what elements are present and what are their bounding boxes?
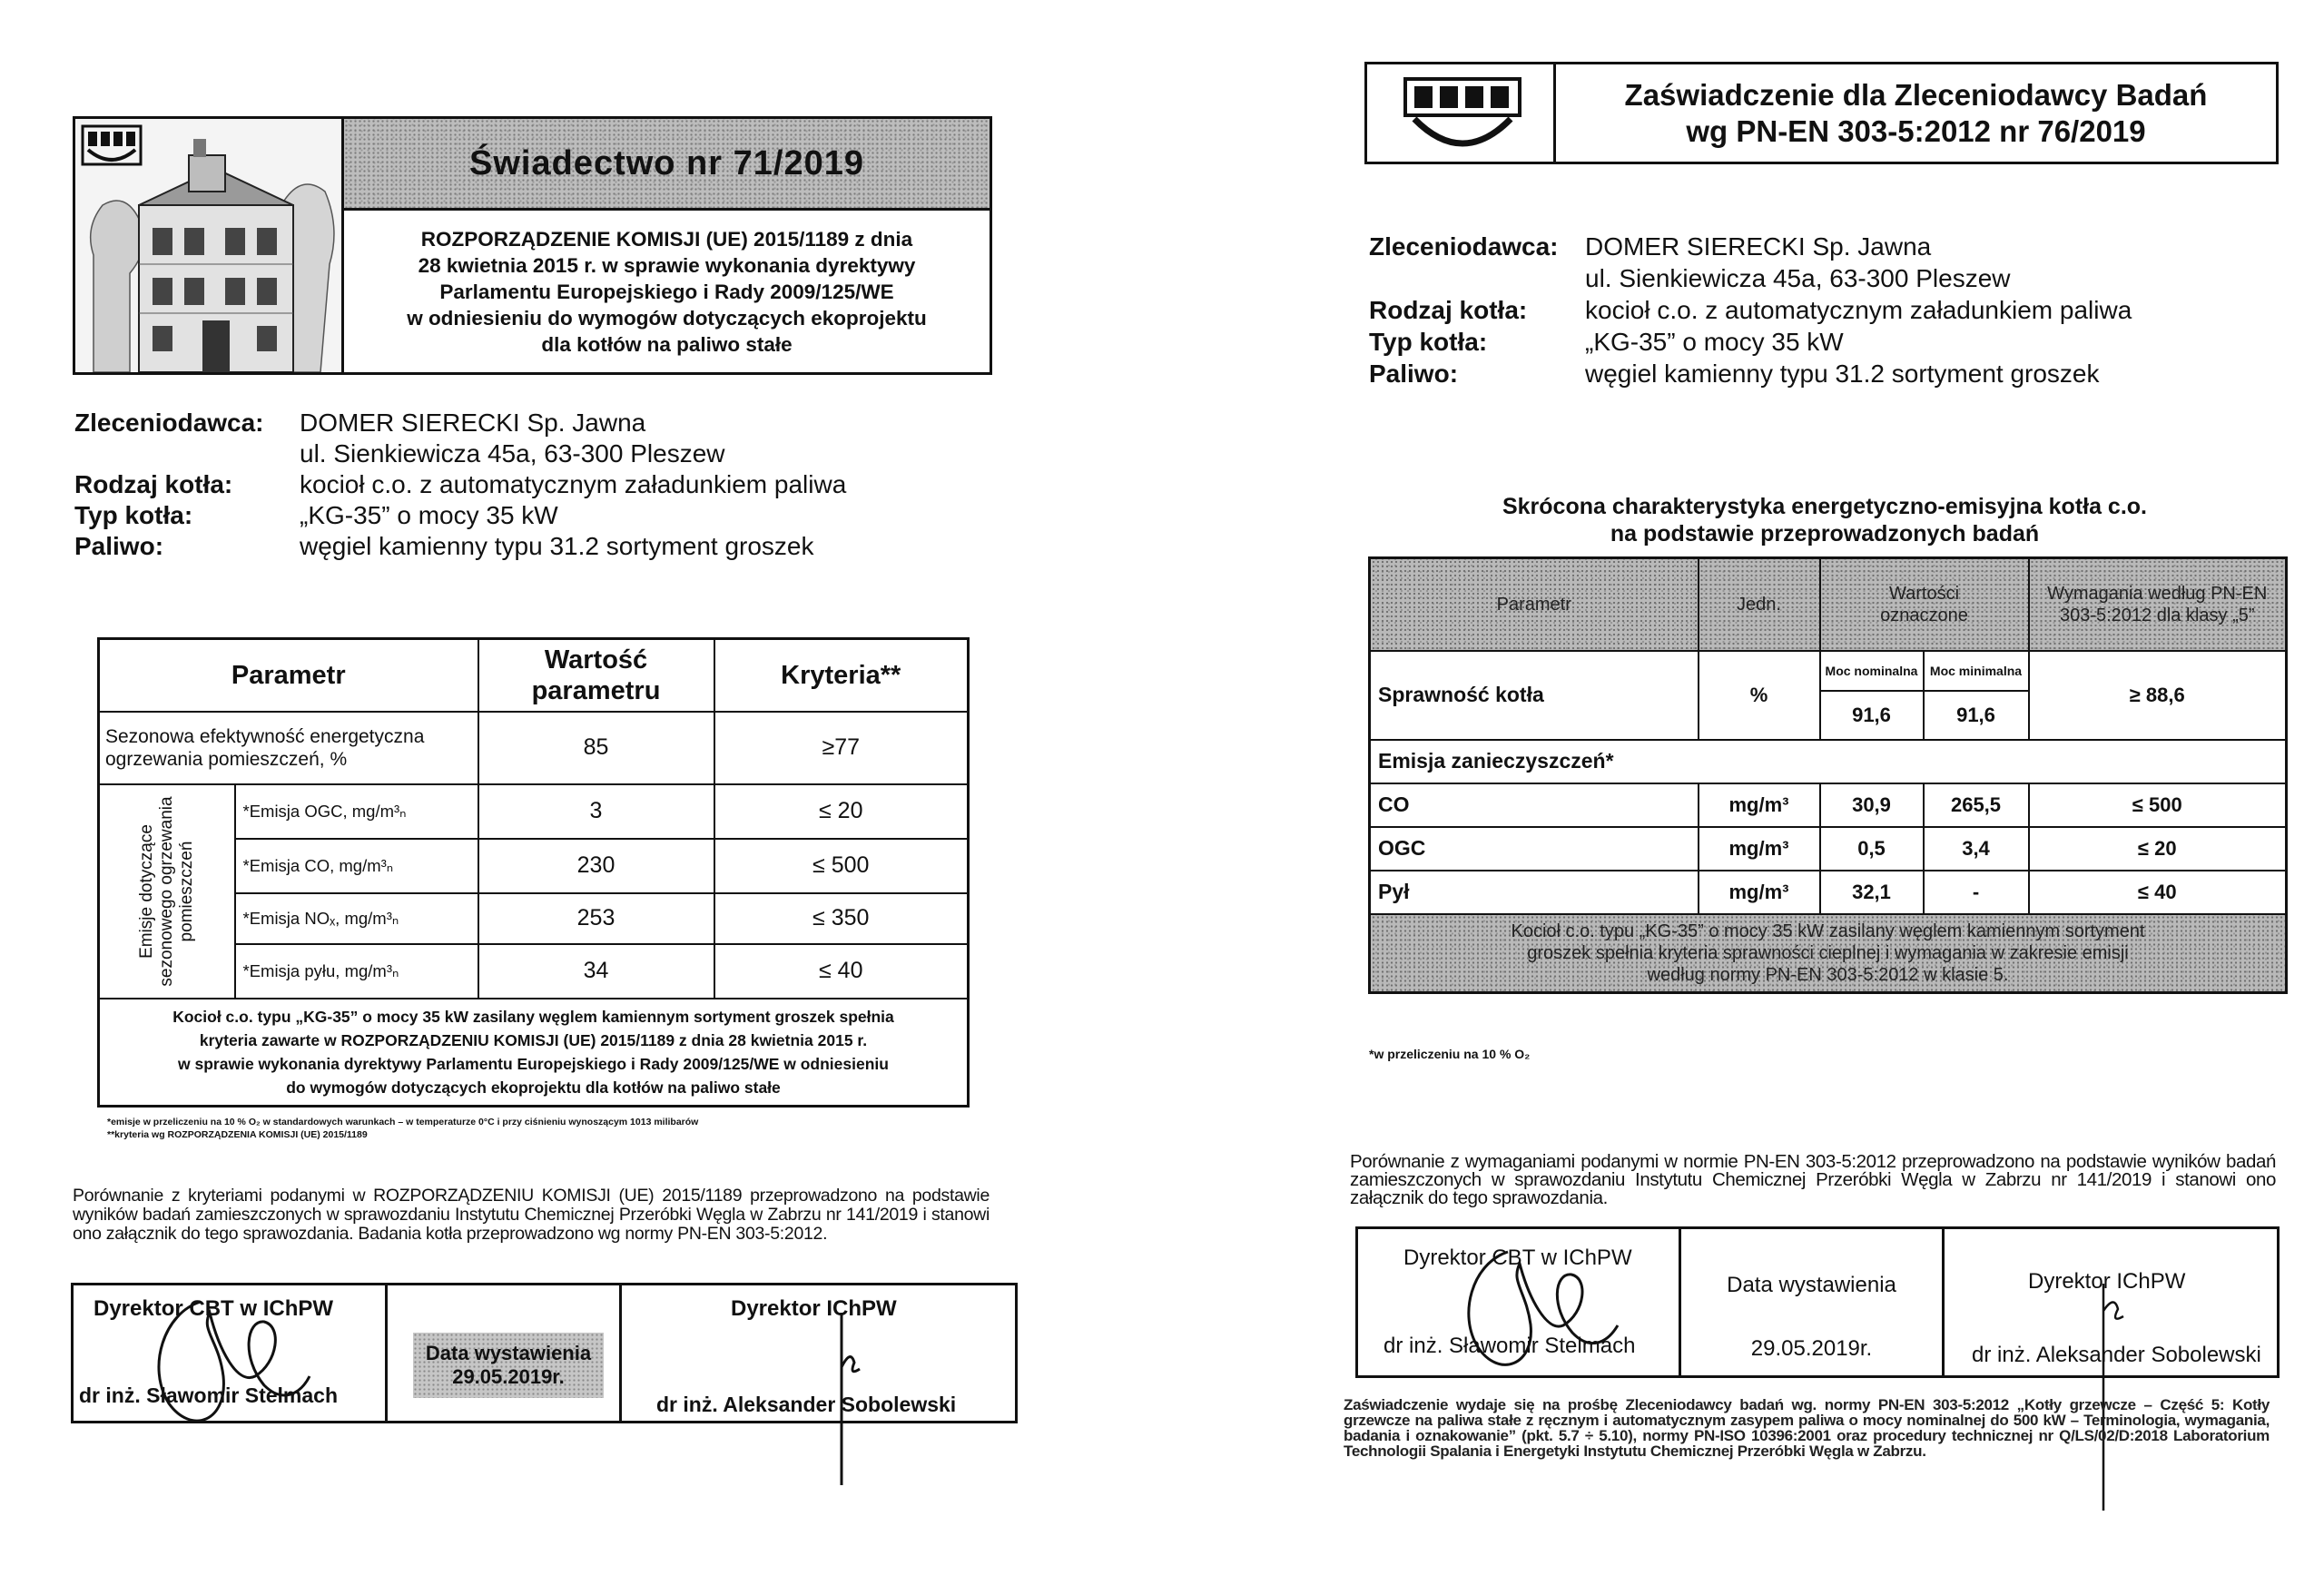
- header-requirements: [2029, 558, 2287, 651]
- header-requirements-label: Wymagania według PN-EN 303-5:2012 dla klasy „5”: [2047, 583, 2268, 625]
- right-characteristics-table: [1368, 556, 2288, 994]
- subheader-minimal: Moc minimalna: [1924, 651, 2029, 691]
- signature-cbt-director: [1358, 1229, 1681, 1375]
- subtitle-line: na podstawie przeprowadzonych badań: [1610, 521, 2040, 546]
- right-title-box: [1556, 64, 2276, 162]
- logo-cell: [1367, 64, 1556, 162]
- emission-value: 230: [478, 839, 714, 893]
- right-signature-block: [1355, 1226, 2280, 1378]
- regulation-line: ROZPORZĄDZENIE KOMISJI (UE) 2015/1189 z dnia: [420, 227, 913, 251]
- left-conclusion: [99, 999, 969, 1107]
- regulation-line: 28 kwietnia 2015 r. w sprawie wykonania dyrektywy: [418, 253, 916, 277]
- issue-date: 29.05.2019r.: [452, 1365, 565, 1388]
- header-unit: Jedn.: [1699, 558, 1820, 651]
- issue-date-cell: [1681, 1229, 1945, 1375]
- efficiency-requirement: ≥ 88,6: [2029, 651, 2287, 740]
- emission-row-label: Pył: [1370, 871, 1699, 914]
- client-address: ul. Sienkiewicza 45a, 63-300 Pleszew: [1585, 264, 2011, 292]
- certificate-title-bar: [344, 119, 990, 211]
- efficiency-label: Sprawność kotła: [1370, 651, 1699, 740]
- fuel-label: Paliwo:: [74, 532, 164, 560]
- boiler-kind: kocioł c.o. z automatycznym załadunkiem paliwa: [1585, 296, 2132, 324]
- left-client-info: [74, 409, 982, 561]
- regulation-box: [344, 211, 990, 372]
- signature-ichpw-director: [1945, 1229, 2277, 1375]
- header-values: [1820, 558, 2029, 651]
- issue-date-box: [413, 1333, 604, 1398]
- handwritten-signature-icon: [1440, 1238, 1621, 1393]
- emissions-group: [99, 784, 235, 999]
- left-signature-block: [71, 1283, 1018, 1423]
- signature-name: dr inż. Aleksander Sobolewski: [1972, 1343, 2261, 1367]
- building-photo: [75, 119, 344, 372]
- emission-row-nominal: 30,9: [1820, 783, 1924, 827]
- building-illustration-icon: [75, 119, 341, 372]
- efficiency-nominal: 91,6: [1820, 691, 1924, 740]
- ichpw-logo-icon: [1403, 77, 1521, 150]
- subheader-nominal: Moc nominalna: [1820, 651, 1924, 691]
- client-name: DOMER SIERECKI Sp. Jawna: [1585, 232, 1932, 261]
- regulation-line: Parlamentu Europejskiego i Rady 2009/125/WE: [439, 280, 894, 303]
- efficiency-criteria: ≥77: [714, 712, 969, 784]
- signature-ichpw-director: [622, 1285, 1015, 1421]
- emission-criteria: ≤ 500: [714, 839, 969, 893]
- right-conclusion: [1370, 914, 2287, 993]
- emission-criteria: ≤ 20: [714, 784, 969, 839]
- conclusion-line: do wymogów dotyczących ekoprojektu dla kotłów na paliwo stałe: [286, 1078, 781, 1097]
- emission-row-nominal: 32,1: [1820, 871, 1924, 914]
- emission-row-unit: mg/m³: [1699, 783, 1820, 827]
- left-comparison-paragraph: Porównanie z kryteriami podanymi w ROZPORZĄDZENIU KOMISJI (UE) 2015/1189 przeprowadzono na podstawie wyników badań zamieszczonych w sprawozdaniu Instytutu Chemicznej Przeróbki Węgla w Zabrzu nr 141/2019 i stanowi ono załącznik do tego sprawozdania. Badania kotła przeprowadzono wg normy PN-EN 303-5:2012.: [73, 1186, 990, 1244]
- right-certificate-header: [1364, 62, 2279, 164]
- emission-row-minimal: -: [1924, 871, 2029, 914]
- handwritten-signature-icon: [128, 1285, 319, 1449]
- conclusion-line: według normy PN-EN 303-5:2012 w klasie 5.: [1647, 964, 2009, 985]
- signature-name: dr inż. Sławomir Stelmach: [1384, 1334, 1636, 1358]
- boiler-type-label: Typ kotła:: [1369, 328, 1488, 356]
- emission-row-minimal: 3,4: [1924, 827, 2029, 871]
- signature-cbt-director: [74, 1285, 388, 1421]
- signature-title: Dyrektor IChPW: [2028, 1269, 2186, 1294]
- issue-date-label: Data wystawienia: [425, 1342, 592, 1364]
- emission-label: *Emisja OGC, mg/m³ₙ: [235, 784, 478, 839]
- fuel: węgiel kamienny typu 31.2 sortyment groszek: [1585, 359, 2100, 388]
- emission-value: 34: [478, 944, 714, 999]
- emissions-section-label: Emisja zanieczyszczeń*: [1370, 740, 2287, 783]
- right-comparison-paragraph: Porównanie z wymaganiami podanymi w normie PN-EN 303-5:2012 przeprowadzono na podstawie wyników badań zamieszczonych w sprawozdaniu Instytutu Chemicznej Przeróbki Węgla w Zabrzu nr 141/2019 i stanowi ono załącznik do tego sprawozdania.: [1350, 1151, 2276, 1208]
- emission-label: *Emisja CO, mg/m³ₙ: [235, 839, 478, 893]
- conclusion-line: groszek spełnia kryteria sprawności cieplnej i wymagania w zakresie emisji: [1527, 942, 2129, 963]
- footnote: *emisje w przeliczeniu na 10 % O₂ w standardowych warunkach – w temperaturze 0°C i przy ciśnieniu wynoszącym 1013 milibarów: [107, 1117, 699, 1127]
- efficiency-label: Sezonowa efektywność energetyczna ogrzewania pomieszczeń, %: [99, 712, 478, 784]
- conclusion-line: Kocioł c.o. typu „KG-35” o mocy 35 kW zasilany węglem kamiennym sortyment groszek spełnia: [172, 1007, 894, 1026]
- right-issuance-note: Zaświadczenie wydaje się na prośbę Zleceniodawcy badań wg. normy PN-EN 303-5:2012 „Kotły grzewcze – Część 5: Kotły grzewcze na paliwa stałe z ręcznym i automatycznym zasypem paliwa o mocy nominalnej do 500 kW – Terminologia, wymagania, badania i oznakowanie” (pkt. 5.7 ÷ 5.10), normy PN-ISO 10396:2001 oraz procedury technicznej nr Q/LS/02/D:2018 Laboratorium Technologii Spalania i Energetyki Instytutu Chemicznej Przeróbki Węgla w Zabrzu.: [1344, 1396, 2270, 1460]
- left-footnotes: [107, 1116, 942, 1141]
- right-title-number: wg PN-EN 303-5:2012 nr 76/2019: [1686, 113, 2146, 148]
- fuel: węgiel kamienny typu 31.2 sortyment groszek: [300, 532, 814, 560]
- emission-row-requirement: ≤ 500: [2029, 783, 2287, 827]
- emissions-vertical-label: Emisje dotyczące sezonowego ogrzewania pomieszczeń: [136, 795, 196, 987]
- issue-date-label: Data wystawienia: [1727, 1273, 1896, 1297]
- boiler-type: „KG-35” o mocy 35 kW: [300, 501, 558, 529]
- emission-criteria: ≤ 350: [714, 893, 969, 944]
- emission-criteria: ≤ 40: [714, 944, 969, 999]
- right-title: Zaświadczenie dla Zleceniodawcy Badań: [1624, 77, 2208, 112]
- right-footnote: *w przeliczeniu na 10 % O₂: [1369, 1047, 1531, 1061]
- signature-name: dr inż. Aleksander Sobolewski: [656, 1393, 957, 1416]
- emission-value: 3: [478, 784, 714, 839]
- certificate-title: Świadectwo nr 71/2019: [469, 143, 864, 182]
- client-label: Zleceniodawca:: [1369, 232, 1559, 261]
- emission-row-minimal: 265,5: [1924, 783, 2029, 827]
- footnote: **kryteria wg ROZPORZĄDZENIA KOMISJI (UE) 2015/1189: [107, 1129, 368, 1140]
- emission-row-requirement: ≤ 40: [2029, 871, 2287, 914]
- efficiency-unit: %: [1699, 651, 1820, 740]
- emission-label: *Emisja pyłu, mg/m³ₙ: [235, 944, 478, 999]
- right-table-subtitle: [1371, 493, 2279, 547]
- signature-title: Dyrektor CBT w IChPW: [94, 1296, 334, 1321]
- right-client-info: [1369, 231, 2277, 389]
- client-address: ul. Sienkiewicza 45a, 63-300 Pleszew: [300, 439, 725, 468]
- emission-label: *Emisja NOₓ, mg/m³ₙ: [235, 893, 478, 944]
- header-value: Wartość parametru: [478, 639, 714, 712]
- issue-date: 29.05.2019r.: [1750, 1336, 1873, 1361]
- conclusion-line: w sprawie wykonania dyrektywy Parlamentu Europejskiego i Rady 2009/125/WE w odniesieniu: [178, 1054, 889, 1073]
- boiler-kind-label: Rodzaj kotła:: [74, 470, 233, 498]
- emission-row-nominal: 0,5: [1820, 827, 1924, 871]
- efficiency-value: 85: [478, 712, 714, 784]
- signature-title: Dyrektor CBT w IChPW: [1403, 1245, 1632, 1270]
- client-label: Zleceniodawca:: [74, 409, 264, 437]
- conclusion-line: Kocioł c.o. typu „KG-35” o mocy 35 kW zasilany węglem kamiennym sortyment: [1511, 921, 2145, 941]
- emission-row-unit: mg/m³: [1699, 871, 1820, 914]
- issue-date-cell: [388, 1285, 622, 1421]
- efficiency-minimal: 91,6: [1924, 691, 2029, 740]
- subtitle-line: Skrócona charakterystyka energetyczno-emisyjna kotła c.o.: [1502, 494, 2148, 519]
- boiler-kind-label: Rodzaj kotła:: [1369, 296, 1528, 324]
- boiler-type-label: Typ kotła:: [74, 501, 193, 529]
- client-name: DOMER SIERECKI Sp. Jawna: [300, 409, 646, 437]
- header-parameter: Parametr: [1370, 558, 1699, 651]
- left-certificate-header: [73, 116, 992, 375]
- fuel-label: Paliwo:: [1369, 359, 1459, 388]
- emission-row-requirement: ≤ 20: [2029, 827, 2287, 871]
- header-parameter: Parametr: [99, 639, 478, 712]
- regulation-line: w odniesieniu do wymogów dotyczących ekoprojektu: [407, 306, 927, 330]
- signature-title: Dyrektor IChPW: [731, 1296, 897, 1321]
- header-values-label: Wartości oznaczone: [1880, 583, 1968, 625]
- conclusion-line: kryteria zawarte w ROZPORZĄDZENIU KOMISJI (UE) 2015/1189 z dnia 28 kwietnia 2015 r.: [199, 1030, 868, 1049]
- regulation-line: dla kotłów na paliwo stałe: [541, 332, 793, 356]
- left-parameters-table: [97, 637, 970, 1108]
- emission-row-label: OGC: [1370, 827, 1699, 871]
- emission-row-unit: mg/m³: [1699, 827, 1820, 871]
- emission-row-label: CO: [1370, 783, 1699, 827]
- header-criteria: Kryteria**: [714, 639, 969, 712]
- signature-name: dr inż. Sławomir Stelmach: [79, 1383, 339, 1407]
- emission-value: 253: [478, 893, 714, 944]
- boiler-type: „KG-35” o mocy 35 kW: [1585, 328, 1844, 356]
- boiler-kind: kocioł c.o. z automatycznym załadunkiem paliwa: [300, 470, 847, 498]
